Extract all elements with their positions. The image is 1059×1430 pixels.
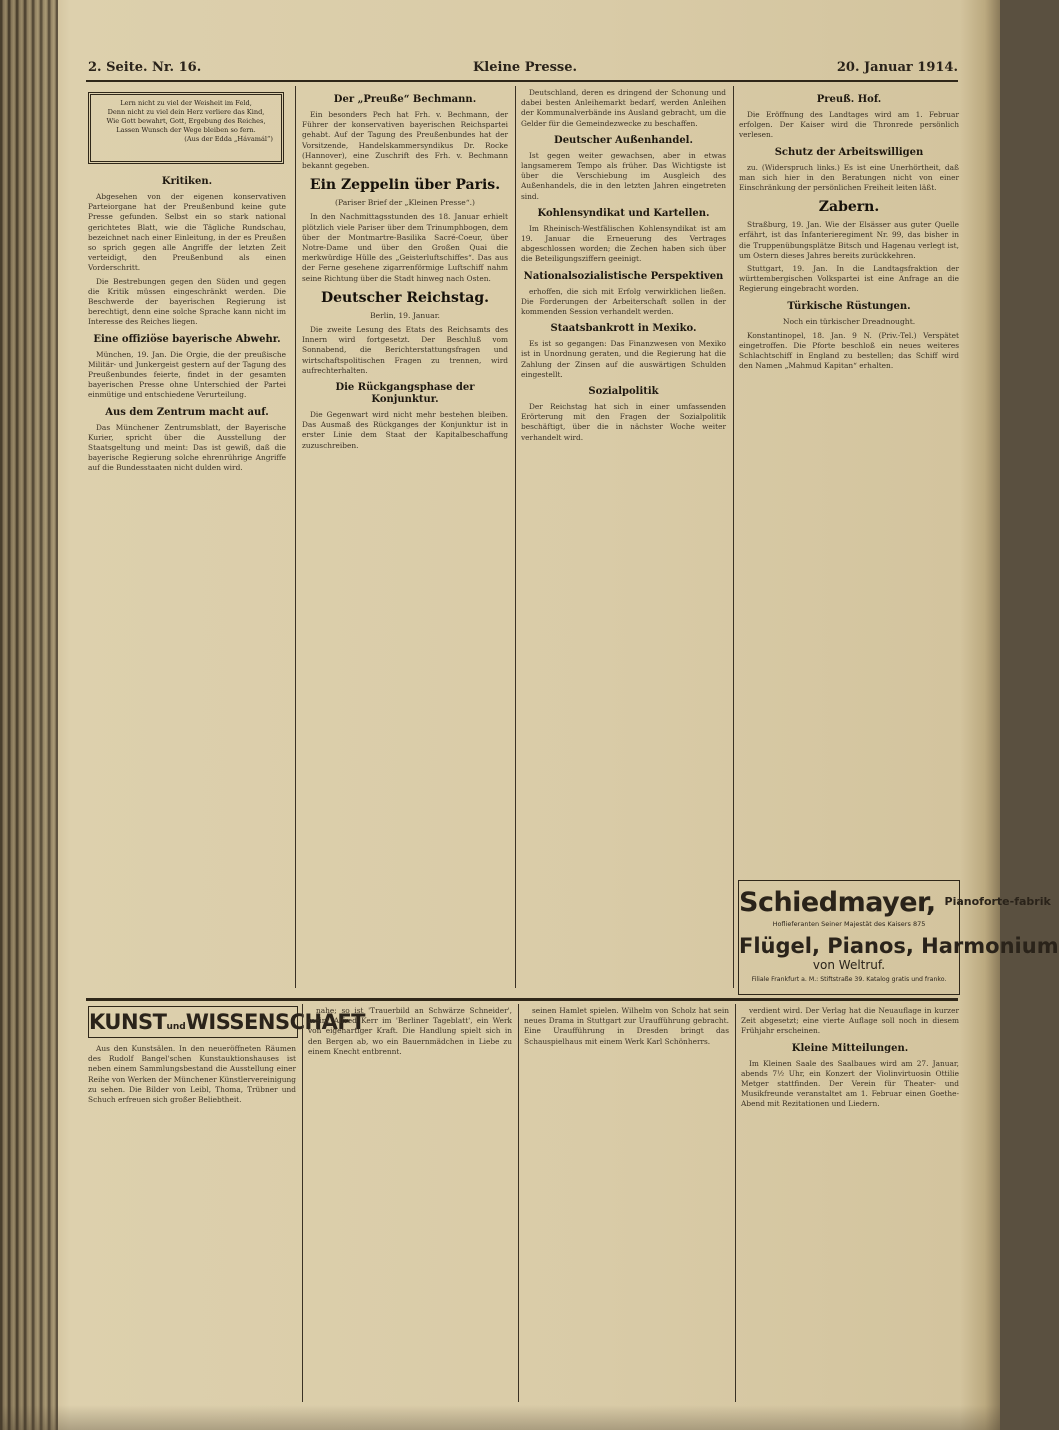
article-title-mitteilungen: Kleine Mitteilungen.: [791, 1042, 909, 1054]
article-title-perspektiven: Nationalsozialistische Perspektiven: [523, 270, 724, 282]
article-text: Ist gegen weiter gewachsen, aber in etwas langsamerem Tempo als früher. Das Wichtigste ist über die Verschiebung im Ausgleich des Außenhandels, die in den letzten Jahren eingetreten sind.: [521, 150, 726, 201]
article-text: Das Münchener Zentrumsblatt, der Bayerische Kurier, spricht über die Ausstellung der Staatsgeltung und meint: Das ist gewiß, daß die bayerische Regierung solche ehrenrührige Angriffe auf die Bundesstaaten nicht dulden wird.: [88, 422, 286, 473]
ad-type: Pianoforte-fabrik: [944, 895, 1051, 908]
column-rule: [733, 86, 734, 988]
book-binding-edge: [0, 0, 58, 1430]
page-header: [88, 60, 958, 82]
article-text: verdient wird. Der Verlag hat die Neuauflage in kurzer Zeit abgesetzt; eine vierte Auflage soll noch in diesem Frühjahr erscheinen.: [741, 1006, 959, 1036]
column-2: [302, 88, 508, 986]
article-title-tuerkei: Türkische Rüstungen.: [787, 300, 911, 312]
ad-products: Flügel, Pianos, Harmonium: [739, 934, 1059, 958]
article-text: seinen Hamlet spielen. Wilhelm von Scholz hat sein neues Drama in Stuttgart zur Uraufführung gebracht. Eine Uraufführung in Dresden bringt das Schauspielhaus mit einem Werk Karl Schönherrs.: [524, 1006, 729, 1046]
ad-subline-text: Hoflieferanten Seiner Majestät des Kaisers: [772, 920, 911, 928]
article-text: Konstantinopel, 18. Jan. 9 N. (Priv.-Tel.) Verspätet eingetroffen. Die Pforte beschloß ein neues weiteres Schlachtschiff in England zu bestellen; das Schiff wird den Namen „Mahmud Kapitan“ erhalten.: [739, 330, 959, 371]
header-rule: [86, 80, 958, 82]
kunst-wissenschaft-heading: [88, 1006, 365, 1038]
article-subtitle: Noch ein türkischer Dreadnought.: [782, 316, 916, 326]
article-title-zabern: Zabern.: [818, 199, 880, 216]
article-title-konjunktur: Die Rückgangsphase der Konjunktur.: [335, 382, 475, 406]
article-text: Straßburg, 19. Jan. Wie der Elsässer aus guter Quelle erfährt, ist das Infanterieregiment Nr. 99, das bisher in die Truppenübungsplätze Bitsch und Hagenau verlegt ist, um Ostern dieses Jahres bereits zurückkehren.: [739, 220, 959, 260]
column-rule: [515, 86, 516, 988]
article-text: Im Rheinisch-Westfälischen Kohlensyndikat ist am 19. Januar die Erneuerung des Vertrages abgeschlossen worden; die Zechen haben sich über die Beteiligungsziffern geeinigt.: [521, 223, 726, 264]
article-text: Deutschland, deren es dringend der Schonung und dabei besten Anleihemarkt bedarf, werden Anleihen der Kommunalverbände ins Ausland gebracht, um die Gelder für die Gemeindezwecke zu beschaffen.: [521, 88, 726, 128]
section-rule: [86, 998, 958, 1001]
article-title-aussenhandel: Deutscher Außenhandel.: [554, 134, 693, 146]
article-title-bechmann: Der „Preuße“ Bechmann.: [333, 94, 477, 105]
column-1: [88, 170, 286, 986]
article-title-kritiken: Kritiken.: [161, 176, 213, 187]
ad-name: Schiedmayer,: [739, 887, 936, 918]
article-text: Aus den Kunstsälen. In den neueröffneten Räumen des Rudolf Bangel'schen Kunstauktionshauses ist neben einem Sammlungsbestand die Ausstellung einer Reihe von Werken der Münchener Künstlervereinigung zu sehen. Die Bilder von Leibl, Thoma, Trübner und Schuch erfreuen sich großer Beliebtheit.: [88, 1044, 296, 1105]
kw-title-a: KUNST: [89, 1010, 167, 1034]
kunst-column-1: [88, 1044, 296, 1400]
poem-box: [88, 92, 284, 164]
poem-line: Lassen Wunsch der Wege bleiben so fern.: [116, 126, 256, 134]
poem-line: Lern nicht zu viel der Weisheit im Feld,: [120, 99, 252, 107]
paper-name: Kleine Presse.: [473, 60, 578, 75]
article-text: Die Eröffnung des Landtages wird am 1. Februar erfolgen. Der Kaiser wird die Thronrede persönlich verlesen.: [739, 110, 959, 140]
article-text: erhoffen, die sich mit Erfolg verwirklichen ließen. Die Forderungen der Arbeiterschaft sollen in der kommenden Session verhandelt werden.: [521, 286, 726, 317]
kw-title-b: WISSENSCHAFT: [185, 1010, 365, 1034]
column-4: [739, 88, 959, 873]
ad-subline: [739, 920, 959, 928]
column-rule: [735, 1004, 736, 1402]
column-rule: [295, 86, 296, 988]
article-text: Stuttgart, 19. Jan. In die Landtagsfraktion der württembergischen Volkspartei ist eine Anfrage an die Regierung eingebracht worden.: [739, 264, 959, 294]
kw-title-und: und: [166, 1022, 186, 1032]
article-title-zentrum: Aus dem Zentrum macht auf.: [105, 406, 269, 418]
article-title-reichstag: Deutscher Reichstag.: [320, 289, 490, 306]
kunst-column-3: [524, 1006, 729, 1400]
poem-source: (Aus der Edda „Hávamál“): [184, 135, 273, 143]
ad-company: [739, 887, 1051, 918]
column-rule: [518, 1004, 519, 1402]
kunst-column-4: [741, 1006, 959, 1400]
article-text: Abgesehen von der eigenen konservativen Parteiorgane hat der Preußenbund keine gute Presse gefunden. Selbst ein so stark national gerichtetes Blatt, wie die Tägliche Rundschau, bezeichnet nach einer Einleitung, in der es Preußen so sprich gegen alle Angriffe der letzten Zeit verteidigt, den Preußenbund als einen Vorderschritt.: [88, 192, 286, 273]
article-title-mexiko: Staatsbankrott in Mexiko.: [550, 323, 697, 335]
article-title-kohlen: Kohlensyndikat und Kartellen.: [537, 207, 710, 219]
page-label: 2. Seite. Nr. 16.: [88, 60, 202, 75]
article-text: Die zweite Lesung des Etats des Reichsamts des Innern wird fortgesetzt. Der Beschluß vom Sonnabend, die Berichterstattungsfragen und wirtschaftspolitischen Fragen zu trennen, wird aufrechterhalten.: [302, 325, 508, 375]
article-subtitle: (Pariser Brief der „Kleinen Presse“.): [335, 198, 475, 208]
page-bottom-shadow: [0, 1405, 1000, 1430]
article-text: München, 19. Jan. Die Orgie, die der preußische Militär- und Junkergeist gestern auf der Tagung des Preußenbundes feierte, findet in der gesamten bayerischen Presse ohne Unterschied der Partei einmütige und entschiedene Verurteilung.: [88, 349, 286, 400]
article-text: Es ist so gegangen: Das Finanzwesen von Mexiko ist in Unordnung geraten, und die Regierung hat die Zahlung der Zinsen auf die auswärtigen Schulden eingestellt.: [521, 339, 726, 379]
article-title-schutz: Schutz der Arbeitswilligen: [774, 146, 924, 158]
kunst-column-2: [308, 1006, 512, 1400]
article-text: Ein besonders Pech hat Frh. v. Bechmann, der Führer der konservativen bayerischen Reichspartei gehabt. Auf der Tagung des Preußenbundes hat der Vorsitzende, Handelskammersyndikus Dr. Rocke (Hannover), eine Zuschrift des Frh. v. Bechmann bekannt gegeben.: [302, 110, 508, 171]
article-text: Im Kleinen Saale des Saalbaues wird am 27. Januar, abends 7½ Uhr, ein Konzert der Violinvirtuosin Ottilie Metger stattfinden. Der Verein für Theater- und Musikfreunde veranstaltet am 1. Februar einen Goethe-Abend mit Rezitationen und Liedern.: [741, 1058, 959, 1109]
article-text: nahe; so ist 'Trauerbild an Schwärze Schneider', meint Alfred Kerr im 'Berliner Tageblatt', ein Werk von eigenartiger Kraft. Die Handlung spielt sich in den Bergen ab, wo ein Bauernmädchen in Liebe zu einem Knecht entbrennt.: [308, 1006, 512, 1056]
schiedmayer-advertisement: [738, 880, 1059, 995]
article-text: zu. (Widerspruch links.) Es ist eine Unerhörtheit, daß man sich hier in den Beratungen nicht von einer Einschränkung der persönlichen Freiheit leiten läßt.: [739, 162, 959, 193]
article-text: Die Bestrebungen gegen den Süden und gegen die Kritik müssen eingeschränkt werden. Die Beschwerde der bayerischen Regierung ist berechtigt, denn eine solche Sprache kann nicht im Interesse des Reiches liegen.: [88, 276, 286, 327]
article-title-sozialpolitik: Sozialpolitik: [588, 386, 659, 398]
ad-fame: von Weltruf.: [812, 958, 886, 972]
article-text: In den Nachmittagsstunden des 18. Januar erhielt plötzlich viele Pariser über dem Trinumphbogen, dem über der Montmartre-Basilika Sacré-Coeur, über Notre-Dame und über den Großen Quai die merkwürdige Hülle des „Geisterluftschiffes“. Das aus der Ferne gesehene zigarrenförmige Luftschiff nahm seine Richtung über die Stadt hinweg nach Osten.: [302, 212, 508, 283]
article-title-bayern: Eine offiziöse bayerische Abwehr.: [93, 333, 281, 345]
column-3: [521, 88, 726, 986]
article-text: Die Gegenwart wird nicht mehr bestehen bleiben. Das Ausmaß des Rückganges der Konjunktur ist in erster Linie dem Staat der Kapitalbeschaffung zuzuschreiben.: [302, 410, 508, 450]
poem-line: Wie Gott bewahrt, Gott, Ergebung des Reiches,: [106, 117, 266, 125]
poem-line: Denn nicht zu viel dein Herz verliere das Kind,: [107, 108, 265, 116]
ad-branch: Filiale Frankfurt a. M.: Stiftstraße 39. Katalog gratis und franko.: [751, 976, 947, 983]
article-text: Der Reichstag hat sich in einer umfassenden Erörterung mit den Fragen der Sozialpolitik beschäftigt, über die in nächster Woche weiter verhandelt wird.: [521, 402, 726, 442]
article-title-zeppelin: Ein Zeppelin über Paris.: [309, 177, 501, 194]
column-rule: [302, 1004, 303, 1402]
issue-date: 20. Januar 1914.: [836, 60, 958, 75]
article-title-hof: Preuß. Hof.: [816, 94, 882, 105]
article-dateline: Berlin, 19. Januar.: [370, 310, 440, 320]
ad-ref: 875: [912, 920, 926, 928]
